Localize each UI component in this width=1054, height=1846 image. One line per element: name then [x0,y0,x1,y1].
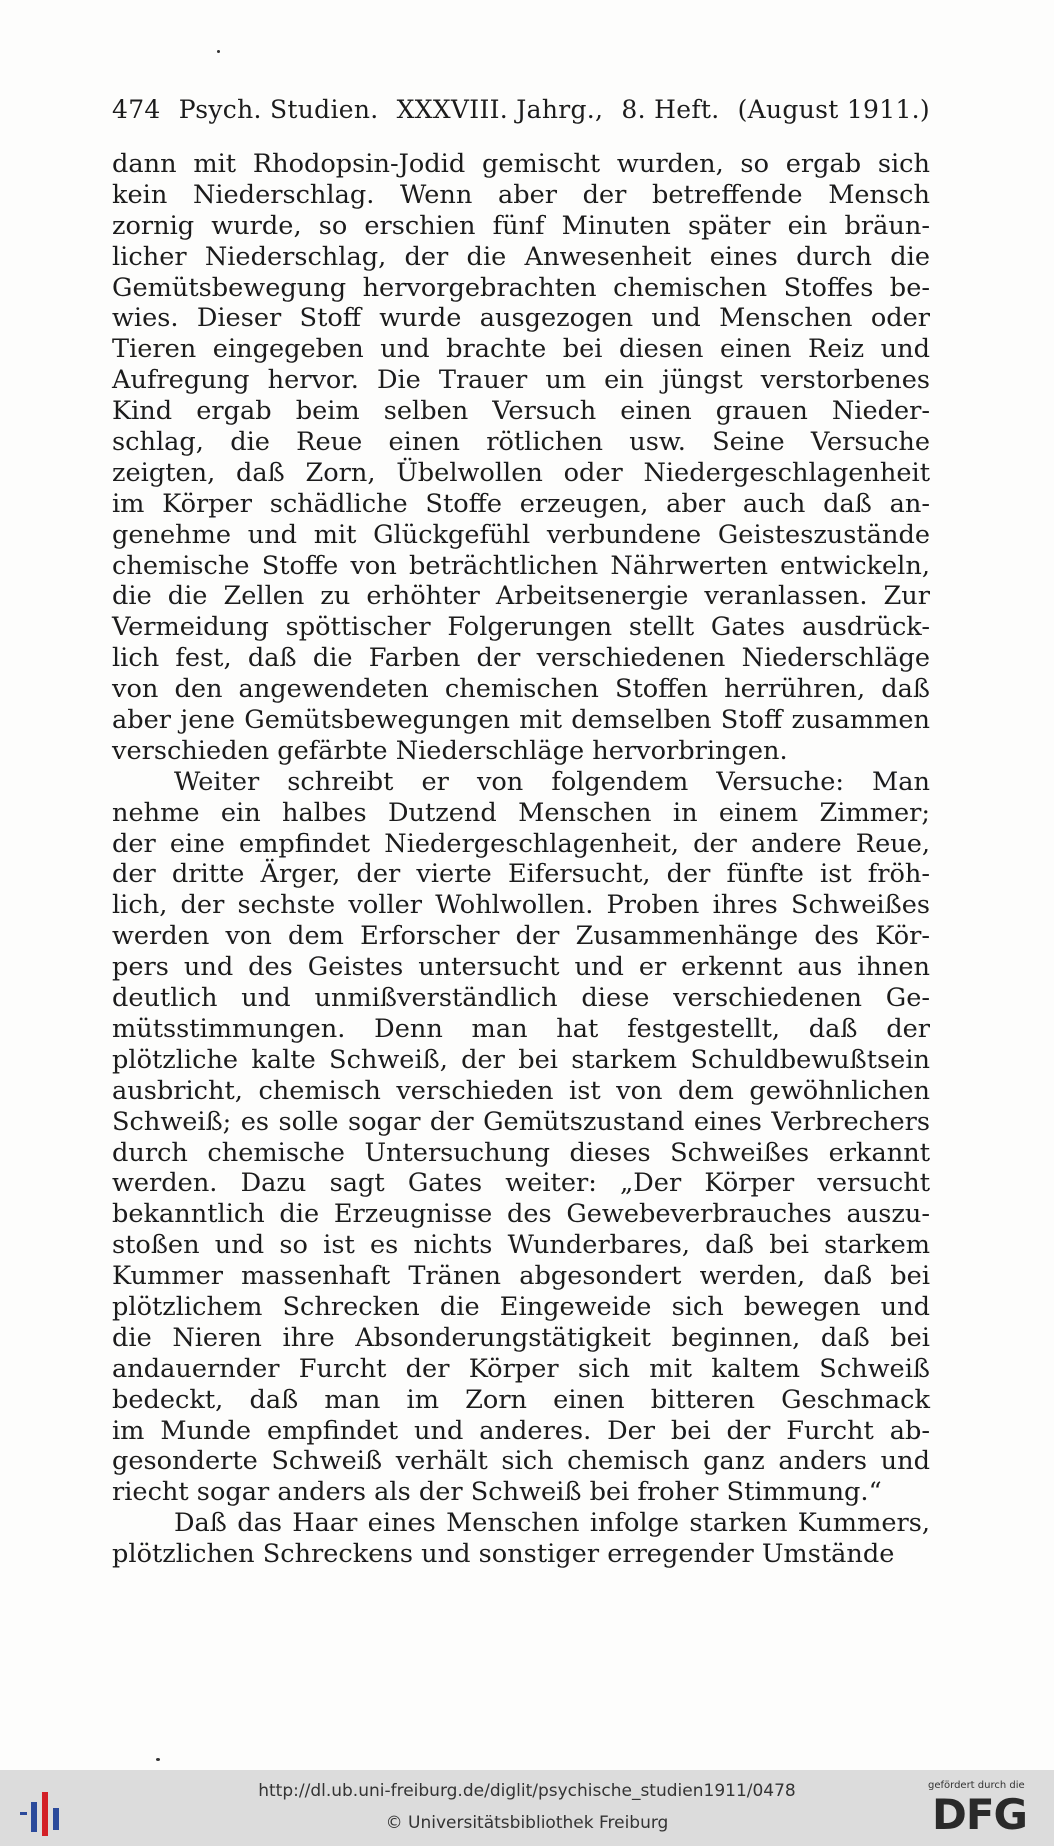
text-line: Tieren eingegeben und brachte bei diesen einen Reiz und [112,334,930,365]
scan-speck [217,50,220,53]
text-line: der dritte Ärger, der vierte Eifersucht, der fünfte ist fröh- [112,859,930,890]
text-line: Weiter schreibt er von folgendem Versuche: Man [174,766,930,797]
text-line: verschieden gefärbte Niederschläge hervorbringen. [112,735,788,766]
text-line: von den angewendeten chemischen Stoffen herrühren, daß [112,674,930,705]
text-line: Schweiß; es solle sogar der Gemütszustand eines Verbrechers [112,1106,930,1137]
text-line: lich, der sechste voller Wohlwollen. Proben ihres Schweißes [112,890,930,921]
viewer-footer [0,1770,1054,1846]
scan-speck [156,1758,160,1761]
text-line: durch chemische Untersuchung dieses Schweißes erkannt [112,1137,930,1168]
text-line: chemische Stoffe von beträchtlichen Nährwerten entwickeln, [112,550,930,581]
text-line: lich fest, daß die Farben der verschiedenen Niederschläge [112,643,930,674]
text-line: die die Zellen zu erhöhter Arbeitsenergie veranlassen. Zur [112,581,930,612]
text-line: bedeckt, daß man im Zorn einen bitteren Geschmack [112,1384,930,1415]
text-line: stoßen und so ist es nichts Wunderbares, daß bei starkem [112,1230,930,1261]
text-line: nehme ein halbes Dutzend Menschen in einem Zimmer; [112,797,930,828]
journal-title: Psych. Studien. [178,95,379,124]
text-line: Gemütsbewegung hervorgebrachten chemischen Stoffes be- [112,272,930,303]
permalink-url[interactable]: http://dl.ub.uni-freiburg.de/diglit/psychische_studien1911/0478 [258,1781,796,1801]
body-text [112,149,930,1570]
text-line: kein Niederschlag. Wenn aber der betreffende Mensch [112,179,930,210]
text-line: plötzlichem Schrecken die Eingeweide sich bewegen und [112,1291,930,1322]
dfg-logo-wordmark: DFG [932,1790,1028,1839]
text-line: deutlich und unmißverständlich diese verschiedenen Ge- [112,983,930,1014]
text-line: wies. Dieser Stoff wurde ausgezogen und Menschen oder [112,303,930,334]
funding-caption: gefördert durch die [928,1780,1025,1791]
issue-date: (August 1911.) [737,95,930,124]
text-line: zeigten, daß Zorn, Übelwollen oder Niedergeschlagenheit [112,457,930,488]
text-line: gesonderte Schweiß verhält sich chemisch ganz anders und [112,1446,930,1477]
text-line: andauernder Furcht der Körper sich mit kaltem Schweiß [112,1353,930,1384]
page-number: 474 [112,95,161,124]
text-line: zornig wurde, so erschien fünf Minuten später ein bräun- [112,210,930,241]
volume-label: XXXVIII. Jahrg., [396,95,604,124]
running-header [112,95,930,135]
text-line: der eine empfindet Niedergeschlagenheit, der andere Reue, [112,828,930,859]
issue-label: 8. Heft. [621,95,720,124]
text-line: pers und des Geistes untersucht und er erkennt aus ihnen [112,952,930,983]
text-line: Daß das Haar eines Menschen infolge starken Kummers, [174,1508,930,1539]
text-line: Kind ergab beim selben Versuch einen grauen Nieder- [112,396,930,427]
text-line: dann mit Rhodopsin-Jodid gemischt wurden, so ergab sich [112,149,930,179]
text-line: schlag, die Reue einen rötlichen usw. Seine Versuche [112,427,930,458]
text-line: Vermeidung spöttischer Folgerungen stellt Gates ausdrück- [112,612,930,643]
text-line: licher Niederschlag, der die Anwesenheit eines durch die [112,241,930,272]
text-line: im Munde empfindet und anderes. Der bei der Furcht ab- [112,1415,930,1446]
text-line: bekanntlich die Erzeugnisse des Gewebeverbrauches auszu- [112,1199,930,1230]
text-line: im Körper schädliche Stoffe erzeugen, aber auch daß an- [112,488,930,519]
text-line: ausbricht, chemisch verschieden ist von dem gewöhnlichen [112,1075,930,1106]
text-line: Aufregung hervor. Die Trauer um ein jüngst verstorbenes [112,365,930,396]
text-line: die Nieren ihre Absonderungstätigkeit beginnen, daß bei [112,1322,930,1353]
text-line: plötzlichen Schreckens und sonstiger erregender Umstände [112,1539,895,1570]
dfg-logo [928,1780,1046,1840]
text-line: werden. Dazu sagt Gates weiter: „Der Körper versucht [112,1168,930,1199]
text-line: werden von dem Erforscher der Zusammenhänge des Kör- [112,921,930,952]
text-line: riecht sogar anders als der Schweiß bei froher Stimmung.“ [112,1477,882,1508]
text-line: aber jene Gemütsbewegungen mit demselben Stoff zusammen [112,705,930,736]
text-line: mütsstimmungen. Denn man hat festgestellt, daß der [112,1013,930,1044]
text-line: genehme und mit Glückgefühl verbundene Geisteszustände [112,519,930,550]
text-line: Kummer massenhaft Tränen abgesondert werden, daß bei [112,1261,930,1292]
text-line: plötzliche kalte Schweiß, der bei starkem Schuldbewußtsein [112,1044,930,1075]
copyright-notice: © Universitätsbibliothek Freiburg [385,1813,669,1833]
